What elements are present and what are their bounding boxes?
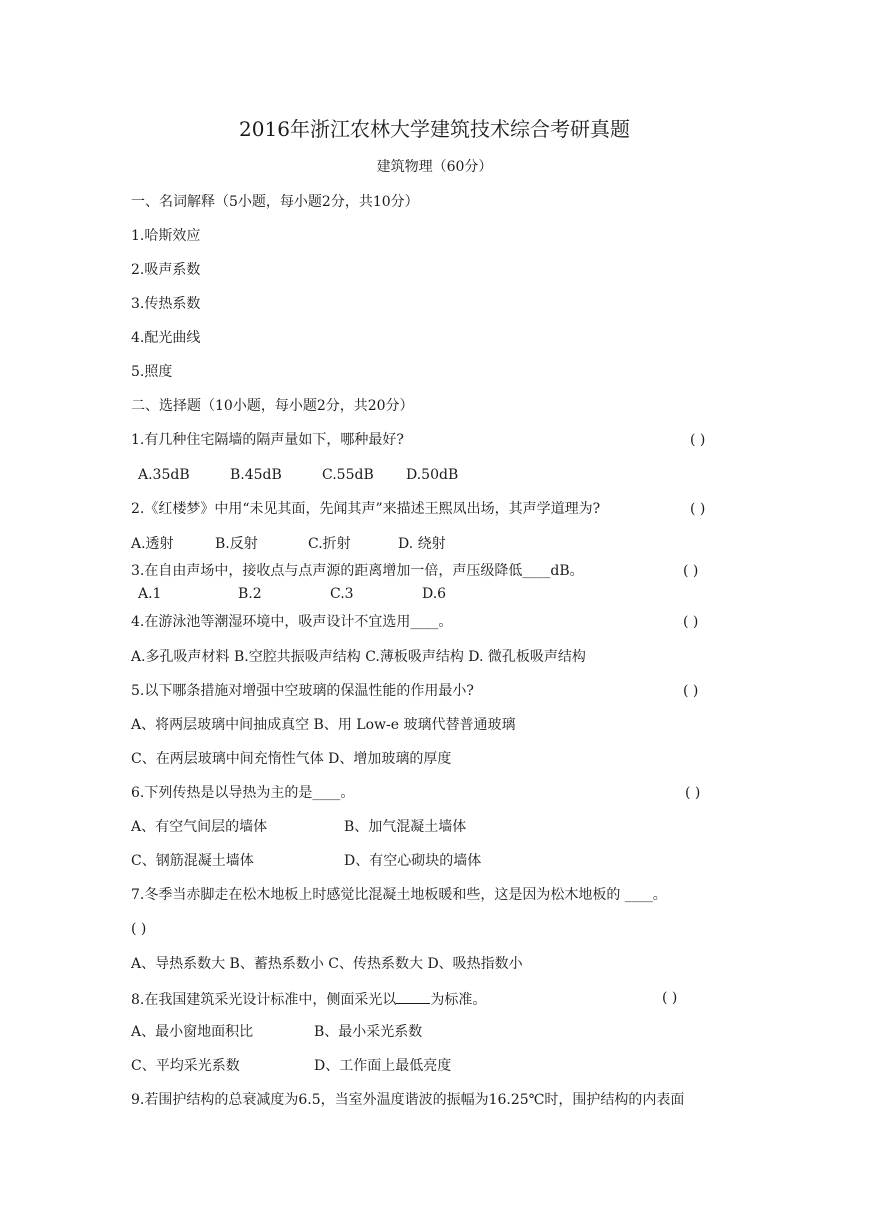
answer-blank	[396, 989, 430, 1004]
q2-option-d: D. 绕射	[398, 536, 446, 552]
q6-option-a: A、有空气间层的墙体	[131, 819, 268, 835]
q8-text-before: 8.在我国建筑采光设计标准中，侧面采光以	[131, 992, 397, 1008]
q2-option-a: A.透射	[131, 536, 174, 552]
section2-heading: 二、选择题（10小题，每小题2分，共20分）	[131, 398, 414, 414]
answer-paren: ( )	[683, 614, 699, 630]
term-item: 5.照度	[131, 364, 173, 380]
answer-paren: ( )	[131, 921, 147, 937]
q1-option-a: A.35dB	[138, 467, 190, 483]
answer-paren: ( )	[690, 501, 706, 517]
q8-option-d: D、工作面上最低亮度	[314, 1058, 452, 1074]
answer-paren: ( )	[683, 683, 699, 699]
section1-heading: 一、名词解释（5小题，每小题2分，共10分）	[131, 194, 419, 210]
section-subtitle: 建筑物理（60分）	[376, 159, 493, 175]
q6-option-d: D、有空心砌块的墙体	[344, 853, 482, 869]
question-8	[131, 989, 486, 1009]
term-item: 4.配光曲线	[131, 330, 201, 346]
q8-option-c: C、平均采光系数	[131, 1058, 240, 1074]
term-item: 2.吸声系数	[131, 262, 201, 278]
question-7: 7.冬季当赤脚走在松木地板上时感觉比混凝土地板暖和些，这是因为松木地板的 ____。	[131, 887, 667, 903]
q8-option-b: B、最小采光系数	[314, 1024, 423, 1040]
q8-option-a: A、最小窗地面积比	[131, 1024, 254, 1040]
answer-paren: ( )	[683, 563, 699, 579]
q2-option-b: B.反射	[215, 536, 258, 552]
term-item: 1.哈斯效应	[131, 228, 201, 244]
document-title: 2016年浙江农林大学建筑技术综合考研真题	[239, 117, 630, 141]
q1-option-b: B.45dB	[230, 467, 282, 483]
q6-option-b: B、加气混凝土墙体	[344, 819, 467, 835]
q3-option-a: A.1	[138, 586, 162, 602]
q1-option-d: D.50dB	[406, 467, 459, 483]
q6-option-c: C、钢筋混凝土墙体	[131, 853, 254, 869]
question-3: 3.在自由声场中，接收点与点声源的距离增加一倍，声压级降低____dB。	[131, 563, 584, 579]
q2-option-c: C.折射	[308, 536, 351, 552]
q5-options-line2: C、在两层玻璃中间充惰性气体 D、增加玻璃的厚度	[131, 751, 452, 767]
answer-paren: ( )	[662, 990, 678, 1006]
q3-option-d: D.6	[422, 586, 447, 602]
question-2: 2.《红楼梦》中用“未见其面，先闻其声”来描述王熙凤出场，其声学道理为?	[131, 501, 601, 517]
term-item: 3.传热系数	[131, 296, 201, 312]
question-9: 9.若围护结构的总衰减度为6.5，当室外温度谐波的振幅为16.25℃时，围护结构的内表面	[131, 1092, 685, 1108]
q1-option-c: C.55dB	[322, 467, 374, 483]
question-6: 6.下列传热是以导热为主的是____。	[131, 785, 355, 801]
q8-text-after: 为标准。	[430, 992, 487, 1008]
answer-paren: ( )	[685, 785, 701, 801]
q3-option-c: C.3	[330, 586, 354, 602]
q4-options: A.多孔吸声材料 B.空腔共振吸声结构 C.薄板吸声结构 D. 微孔板吸声结构	[131, 649, 586, 665]
q5-options-line1: A、将两层玻璃中间抽成真空 B、用 Low-e 玻璃代替普通玻璃	[131, 717, 516, 733]
answer-paren: ( )	[690, 432, 706, 448]
q3-option-b: B.2	[238, 586, 262, 602]
question-1: 1.有几种住宅隔墙的隔声量如下，哪种最好?	[131, 432, 404, 448]
q7-options: A、导热系数大 B、蓄热系数小 C、传热系数大 D、吸热指数小	[131, 956, 523, 972]
question-4: 4.在游泳池等潮湿环境中，吸声设计不宜选用____。	[131, 614, 453, 630]
question-5: 5.以下哪条措施对增强中空玻璃的保温性能的作用最小?	[131, 683, 474, 699]
